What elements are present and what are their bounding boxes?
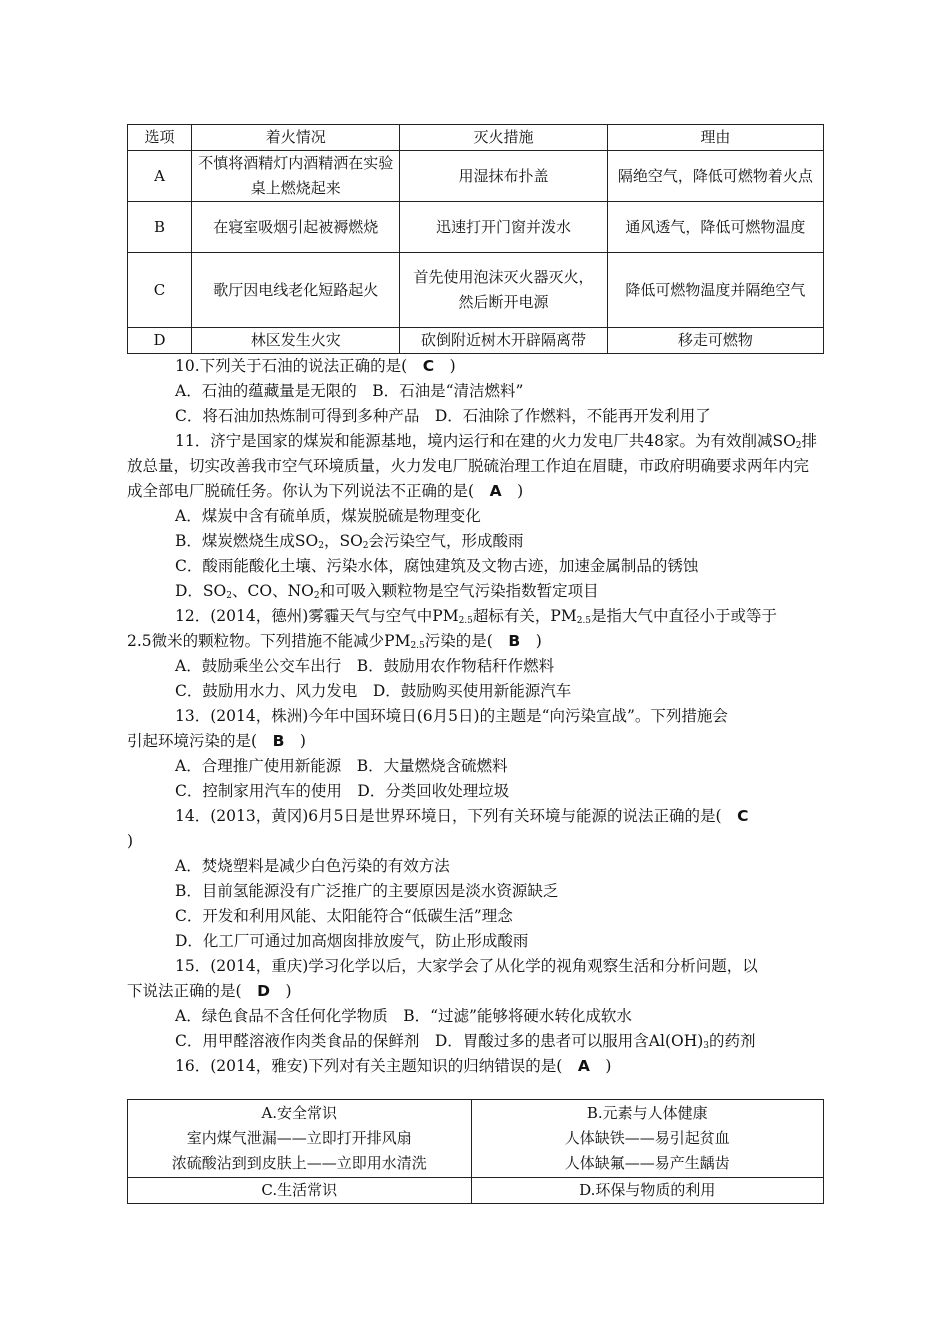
subscript: 2 [318, 541, 324, 551]
row-option: B [128, 202, 192, 253]
row-option: C [128, 253, 192, 328]
table-header-row [128, 125, 824, 151]
table-row [128, 253, 824, 328]
q13-stem-line1: 13．(2014，株洲)今年中国环境日(6月5日)的主题是“向污染宣战”。下列措施会 [175, 707, 728, 725]
option-text: ，SO [323, 532, 363, 550]
row-reason: 隔绝空气，降低可燃物着火点 [607, 151, 823, 202]
row-reason: 移走可燃物 [607, 328, 823, 354]
row-measure: 用湿抹布扑盖 [400, 151, 607, 202]
table-row [128, 1178, 824, 1204]
table-row [128, 1100, 824, 1178]
measure-line: 然后断开电源 [458, 293, 549, 311]
table-row [128, 202, 824, 253]
q11-option-a: A．煤炭中含有硫单质，煤炭脱硫是物理变化 [175, 507, 481, 525]
close-paren: ) [449, 357, 456, 375]
cell-line: 室内煤气泄漏——立即打开排风扇 [186, 1129, 412, 1147]
header-situation: 着火情况 [192, 125, 400, 151]
cell-environment: D.环保与物质的利用 [471, 1178, 824, 1204]
stem-text: 下说法正确的是( [127, 982, 242, 1000]
stem-text: 引起环境污染的是( [127, 732, 258, 750]
q14-stem-line2: ) [127, 832, 134, 850]
stem-text: 10.下列关于石油的说法正确的是( [175, 357, 408, 375]
close-paren: ) [285, 982, 292, 1000]
stem-text: 16．(2014，雅安)下列对有关主题知识的归纳错误的是( [175, 1057, 563, 1075]
cell-health [471, 1100, 824, 1178]
row-measure [400, 253, 607, 328]
q10-options-cd: C．将石油加热炼制可得到多种产品 D．石油除了作燃料，不能再开发利用了 [175, 407, 711, 425]
subscript: 2 [795, 441, 802, 451]
q14-option-d: D．化工厂可通过加高烟囱排放废气，防止形成酸雨 [175, 932, 529, 950]
stem-text: 是指大气中直径小于或等于 [591, 607, 778, 625]
row-reason: 通风透气，降低可燃物温度 [607, 202, 823, 253]
table-row [128, 328, 824, 354]
q11-stem [127, 429, 824, 504]
answer: D [257, 982, 270, 1000]
answer: C [422, 357, 435, 375]
close-paren: ) [535, 632, 542, 650]
cell-safety [128, 1100, 472, 1178]
answer: B [272, 732, 285, 750]
option-text: B．煤炭燃烧生成SO [175, 532, 319, 550]
stem-text: 排放总量，切实改善我市空气环境质量，火力发电厂脱硫治理工作迫在眉睫，市政府明确要求两年内完成全部电厂脱硫任务。你认为下列说法不正确的是( [127, 432, 818, 500]
q12-stem-line2 [127, 629, 824, 654]
cell-line: 浓硫酸沾到到皮肤上——立即用水清洗 [171, 1154, 427, 1172]
q15-options-ab: A．绿色食品不含任何化学物质 B．“过滤”能够将硬水转化成软水 [175, 1007, 632, 1025]
cell-line: 人体缺氟——易产生龋齿 [564, 1154, 730, 1172]
option-text: 会污染空气，形成酸雨 [368, 532, 524, 550]
subscript: 2.5 [410, 641, 425, 651]
q12-options-ab: A．鼓励乘坐公交车出行 B．鼓励用农作物秸秆作燃料 [175, 657, 555, 675]
q11-option-d [127, 579, 872, 604]
header-option: 选项 [128, 125, 192, 151]
q13-options-cd: C．控制家用汽车的使用 D．分类回收处理垃圾 [175, 782, 510, 800]
q15-options-cd [127, 1029, 872, 1054]
q13-options-ab: A．合理推广使用新能源 B．大量燃烧含硫燃料 [175, 757, 508, 775]
q12-options-cd: C．鼓励用水力、风力发电 D．鼓励购买使用新能源汽车 [175, 682, 572, 700]
close-paren: ) [299, 732, 306, 750]
stem-text: 12．(2014，德州)雾霾天气与空气中PM [175, 607, 459, 625]
cell-title: B.元素与人体健康 [586, 1104, 708, 1122]
header-measure: 灭火措施 [400, 125, 607, 151]
row-measure: 砍倒附近树木开辟隔离带 [400, 328, 607, 354]
table-row [128, 151, 824, 202]
q14-option-c: C．开发和利用风能、太阳能符合“低碳生活”理念 [175, 907, 513, 925]
subscript: 2.5 [458, 616, 473, 626]
subscript: 3 [703, 1041, 709, 1051]
q15-stem-line1: 15．(2014，重庆)学习化学以后，大家学会了从化学的视角观察生活和分析问题，以 [175, 957, 758, 975]
row-option: A [128, 151, 192, 202]
subscript: 2.5 [576, 616, 592, 626]
q11-option-b [127, 529, 872, 554]
row-situation: 不慎将酒精灯内酒精洒在实验桌上燃烧起来 [192, 151, 400, 202]
q14-option-a: A．焚烧塑料是减少白色污染的有效方法 [175, 857, 450, 875]
stem-text: 14．(2013，黄冈)6月5日是世界环境日，下列有关环境与能源的说法正确的是( [175, 807, 722, 825]
header-reason: 理由 [607, 125, 823, 151]
row-situation: 在寝室吸烟引起被褥燃烧 [192, 202, 400, 253]
subscript: 2 [226, 591, 232, 601]
row-situation: 歌厅因电线老化短路起火 [192, 253, 400, 328]
q16-stem [127, 1054, 872, 1079]
q15-stem-line2 [127, 979, 824, 1004]
answer: A [577, 1057, 590, 1075]
row-measure: 迅速打开门窗并泼水 [400, 202, 607, 253]
row-reason: 降低可燃物温度并隔绝空气 [607, 253, 823, 328]
q11-option-c: C．酸雨能酸化土壤、污染水体，腐蚀建筑及文物古迹，加速金属制品的锈蚀 [175, 557, 699, 575]
cell-life: C.生活常识 [128, 1178, 472, 1204]
q14-stem-line1 [127, 804, 872, 829]
stem-text: 污染的是( [424, 632, 493, 650]
stem-text: 超标有关，PM [472, 607, 577, 625]
topic-summary-table [127, 1099, 824, 1204]
answer: A [489, 482, 502, 500]
close-paren: ) [605, 1057, 612, 1075]
option-text: 和可吸入颗粒物是空气污染指数暂定项目 [319, 582, 599, 600]
cell-line: 人体缺铁——易引起贫血 [564, 1129, 730, 1147]
q14-option-b: B．目前氢能源没有广泛推广的主要原因是淡水资源缺乏 [175, 882, 559, 900]
answer: C [737, 807, 749, 825]
option-text: 、CO、NO [232, 582, 314, 600]
q10-options-ab: A．石油的蕴藏量是无限的 B．石油是“清洁燃料” [175, 382, 524, 400]
option-text: C．用甲醛溶液作肉类食品的保鲜剂 D．胃酸过多的患者可以服用含Al(OH) [175, 1032, 704, 1050]
close-paren: ) [517, 482, 524, 500]
cell-title: A.安全常识 [261, 1104, 338, 1122]
answer: B [508, 632, 521, 650]
q13-stem-line2 [127, 729, 824, 754]
option-text: D．SO [175, 582, 227, 600]
row-situation: 林区发生火灾 [192, 328, 400, 354]
row-option: D [128, 328, 192, 354]
fire-table [127, 124, 824, 354]
subscript: 2 [362, 541, 369, 551]
option-text: 的药剂 [709, 1032, 756, 1050]
stem-text: 11．济宁是国家的煤炭和能源基地，境内运行和在建的火力发电厂共48家。为有效削减SO [175, 432, 796, 450]
subscript: 2 [313, 591, 320, 601]
q12-stem-line1 [127, 604, 872, 629]
measure-line: 首先使用泡沫灭火器灭火， [413, 268, 594, 286]
q10-stem [127, 354, 872, 379]
stem-text: 2.5微米的颗粒物。下列措施不能减少PM [127, 632, 411, 650]
